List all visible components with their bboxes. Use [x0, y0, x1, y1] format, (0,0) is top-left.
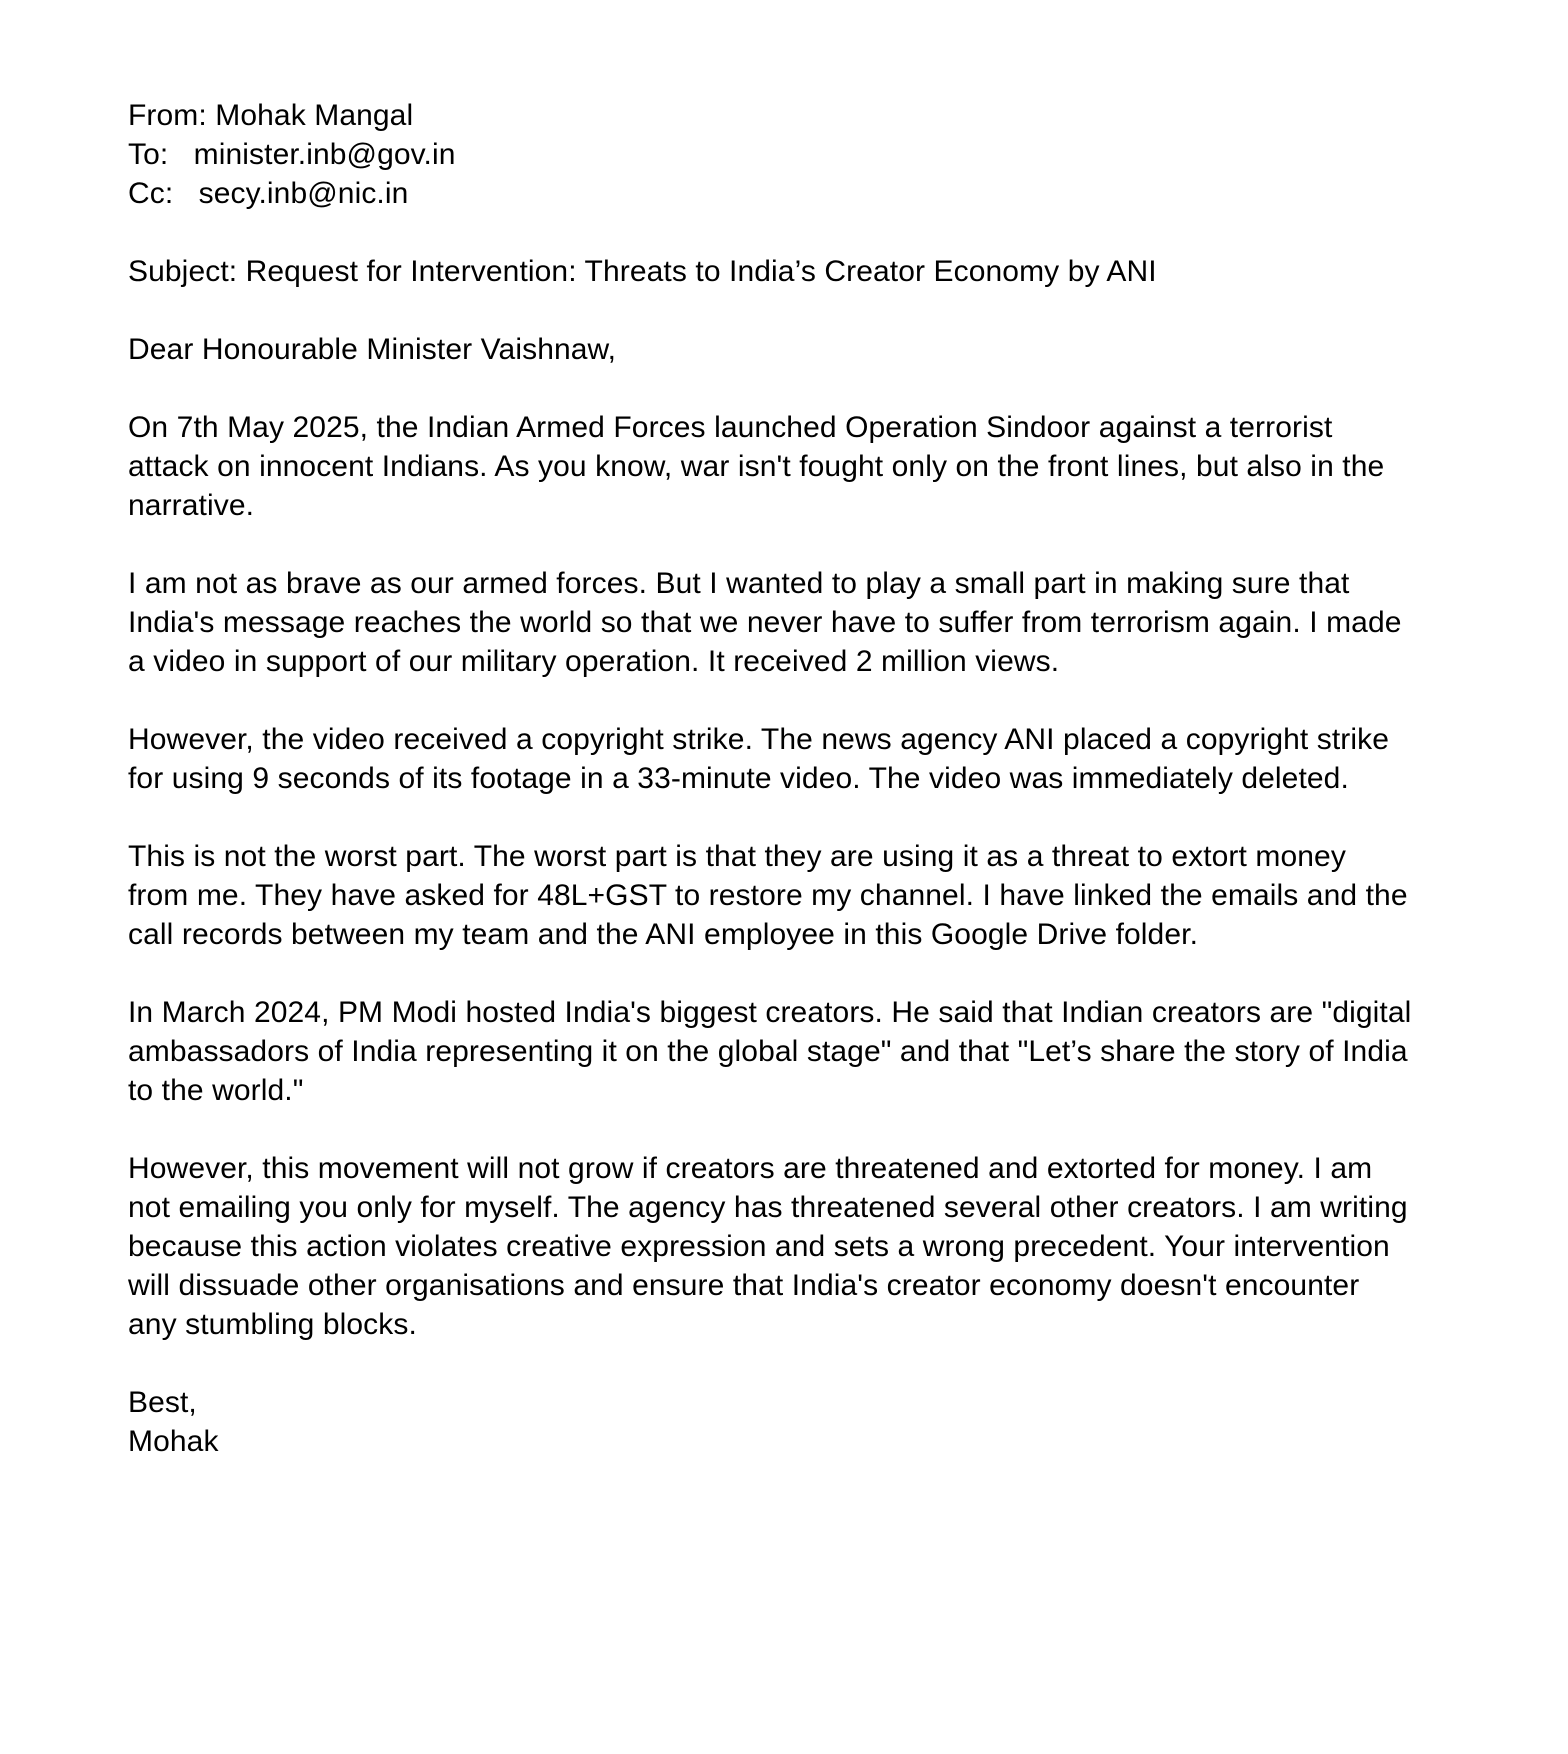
- text-line: Cc: secy.inb@nic.in: [128, 177, 409, 210]
- paragraph-operation-sindoor: [128, 408, 1448, 525]
- text-line: a video in support of our military operation. It received 2 million views.: [128, 645, 1060, 678]
- text-line: call records between my team and the ANI employee in this Google Drive folder.: [128, 918, 1199, 951]
- greeting: [128, 330, 1448, 369]
- text-line: not emailing you only for myself. The agency has threatened several other creators. I am writing: [128, 1191, 1408, 1224]
- paragraph-pm-modi: [128, 993, 1448, 1110]
- text-line: I am not as brave as our armed forces. But I wanted to play a small part in making sure that: [128, 567, 1350, 600]
- paragraph-extortion: [128, 837, 1448, 954]
- text-line: India's message reaches the world so that we never have to suffer from terrorism again. I made: [128, 606, 1402, 639]
- text-line: Best,: [128, 1386, 197, 1419]
- text-line: Subject: Request for Intervention: Threats to India’s Creator Economy by ANI: [128, 255, 1157, 288]
- text-line: From: Mohak Mangal: [128, 99, 414, 132]
- subject-line: [128, 252, 1448, 291]
- text-line: any stumbling blocks.: [128, 1308, 417, 1341]
- text-line: Mohak: [128, 1425, 219, 1458]
- text-line: will dissuade other organisations and ensure that India's creator economy doesn't encounter: [128, 1269, 1360, 1302]
- header-block: [128, 96, 1448, 213]
- text-line: However, this movement will not grow if creators are threatened and extorted for money. I am: [128, 1152, 1373, 1185]
- text-line: narrative.: [128, 489, 255, 522]
- text-line: to the world.": [128, 1074, 304, 1107]
- text-line: Dear Honourable Minister Vaishnaw,: [128, 333, 617, 366]
- paragraph-video-views: [128, 564, 1448, 681]
- paragraph-copyright-strike: [128, 720, 1448, 798]
- text-line: attack on innocent Indians. As you know, war isn't fought only on the front lines, but also in the: [128, 450, 1385, 483]
- email-body: [128, 96, 1448, 1461]
- text-line: To: minister.inb@gov.in: [128, 138, 456, 171]
- text-line: ambassadors of India representing it on the global stage" and that "Let’s share the story of India: [128, 1035, 1408, 1068]
- text-line: However, the video received a copyright strike. The news agency ANI placed a copyright strike: [128, 723, 1390, 756]
- text-line: for using 9 seconds of its footage in a 33-minute video. The video was immediately deleted.: [128, 762, 1349, 795]
- signature-block: [128, 1383, 1448, 1461]
- text-line: This is not the worst part. The worst part is that they are using it as a threat to extort money: [128, 840, 1346, 873]
- text-line: from me. They have asked for 48L+GST to restore my channel. I have linked the emails and the: [128, 879, 1408, 912]
- text-line: because this action violates creative expression and sets a wrong precedent. Your intervention: [128, 1230, 1390, 1263]
- text-line: In March 2024, PM Modi hosted India's biggest creators. He said that Indian creators are "digital: [128, 996, 1412, 1029]
- paragraph-intervention-request: [128, 1149, 1448, 1344]
- text-line: On 7th May 2025, the Indian Armed Forces launched Operation Sindoor against a terrorist: [128, 411, 1333, 444]
